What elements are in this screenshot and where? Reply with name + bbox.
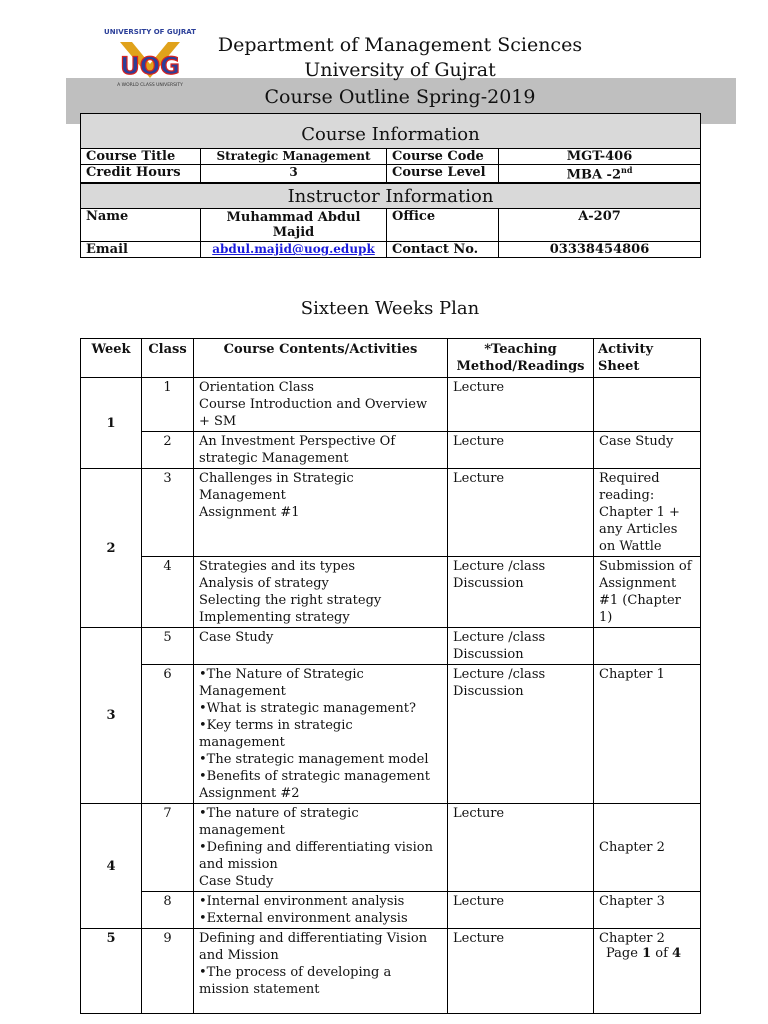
- class-cell: 2: [142, 432, 194, 469]
- table-row: [81, 432, 701, 469]
- course-title-value: Strategic Management: [201, 149, 387, 164]
- contact-label: Contact No.: [387, 242, 499, 257]
- instructor-info-heading: Instructor Information: [81, 183, 700, 209]
- course-level-value: MBA -2nd: [566, 165, 633, 183]
- course-info-heading: Course Information: [81, 114, 700, 149]
- instructor-name-row: [81, 209, 700, 242]
- table-row: [81, 557, 701, 628]
- email-row: [81, 242, 700, 257]
- contents-cell: Challenges in Strategic Management Assignment #1: [194, 469, 448, 557]
- page-number: Page 1 of 4: [606, 946, 682, 961]
- teaching-cell: Lecture: [448, 378, 594, 432]
- contents-cell: Orientation Class Course Introduction and Overview + SM: [194, 378, 448, 432]
- course-code-label: Course Code: [387, 149, 499, 164]
- activity-cell: Chapter 1: [594, 665, 701, 804]
- name-value: Muhammad Abdul Majid: [201, 209, 387, 241]
- class-cell: 3: [142, 469, 194, 557]
- plan-title: Sixteen Weeks Plan: [300, 298, 480, 319]
- activity-cell: [594, 378, 701, 432]
- teaching-cell: Lecture: [448, 929, 594, 1014]
- contents-cell: •The nature of strategic management •Defining and differentiating vision and mission Case Study: [194, 804, 448, 892]
- activity-cell: Chapter 2: [594, 929, 701, 1014]
- email-link[interactable]: abdul.majid@uog.edupk: [212, 242, 375, 257]
- credit-hours-label: Credit Hours: [81, 165, 201, 182]
- university-title: University of Gujrat: [304, 59, 496, 81]
- course-title-label: Course Title: [81, 149, 201, 164]
- activity-cell: Submission of Assignment #1 (Chapter 1): [594, 557, 701, 628]
- contents-cell: •Internal environment analysis •External environment analysis: [194, 892, 448, 929]
- activity-header: Activity Sheet: [594, 339, 701, 378]
- email-label: Email: [81, 242, 201, 257]
- activity-cell: Case Study: [594, 432, 701, 469]
- teaching-cell: Lecture /class Discussion: [448, 628, 594, 665]
- table-row: [81, 804, 701, 892]
- class-cell: 8: [142, 892, 194, 929]
- table-row: [81, 469, 701, 557]
- table-row: [81, 892, 701, 929]
- table-row: [81, 929, 701, 1014]
- logo-letters: UOG: [120, 52, 180, 80]
- course-outline-title: Course Outline Spring-2019: [264, 86, 536, 108]
- contents-cell: Strategies and its types Analysis of strategy Selecting the right strategy Implementing strategy: [194, 557, 448, 628]
- week-cell: 2: [81, 469, 142, 628]
- table-row: [81, 665, 701, 804]
- contents-header: Course Contents/Activities: [194, 339, 448, 378]
- class-cell: 9: [142, 929, 194, 1014]
- department-title: Department of Management Sciences: [217, 34, 583, 56]
- office-label: Office: [387, 209, 499, 241]
- teaching-cell: Lecture /class Discussion: [448, 557, 594, 628]
- teaching-cell: Lecture: [448, 892, 594, 929]
- credit-hours-row: [81, 165, 700, 183]
- logo-bottom-text: A WORLD CLASS UNIVERSITY: [117, 83, 183, 88]
- plan-header-row: [81, 339, 701, 378]
- table-row: [81, 378, 701, 432]
- week-cell: 3: [81, 628, 142, 804]
- contents-cell: Case Study: [194, 628, 448, 665]
- week-header: Week: [81, 339, 142, 378]
- contact-value: 03338454806: [549, 242, 650, 258]
- office-value: A-207: [578, 209, 621, 225]
- weekly-plan-table: [80, 338, 701, 1014]
- teaching-cell: Lecture /class Discussion: [448, 665, 594, 804]
- teaching-cell: Lecture: [448, 804, 594, 892]
- week-cell: 1: [81, 378, 142, 469]
- class-cell: 4: [142, 557, 194, 628]
- contents-cell: An Investment Perspective Of strategic Management: [194, 432, 448, 469]
- activity-cell: Chapter 3: [594, 892, 701, 929]
- class-cell: 7: [142, 804, 194, 892]
- contents-cell: •The Nature of Strategic Management •What is strategic management? •Key terms in strategic management •The strategic management model •Benefits of strategic management Assignment #2: [194, 665, 448, 804]
- course-title-row: [81, 149, 700, 165]
- logo-top-text: UNIVERSITY OF GUJRAT: [104, 28, 196, 36]
- email-cell: [201, 242, 387, 257]
- class-cell: 5: [142, 628, 194, 665]
- table-row: [81, 628, 701, 665]
- week-cell: 4: [81, 804, 142, 929]
- credit-hours-value: 3: [201, 165, 387, 182]
- name-label: Name: [81, 209, 201, 241]
- class-cell: 1: [142, 378, 194, 432]
- course-info-table: [80, 113, 701, 258]
- class-cell: 6: [142, 665, 194, 804]
- activity-cell: [594, 628, 701, 665]
- teaching-cell: Lecture: [448, 469, 594, 557]
- course-level-label: Course Level: [387, 165, 499, 182]
- activity-cell: Chapter 2: [594, 804, 701, 892]
- week-cell: 5: [81, 929, 142, 1014]
- activity-cell: Required reading: Chapter 1 + any Articles on Wattle: [594, 469, 701, 557]
- teaching-cell: Lecture: [448, 432, 594, 469]
- teaching-header: *Teaching Method/Readings: [448, 339, 594, 378]
- contents-cell: Defining and differentiating Vision and Mission •The process of developing a mission statement: [194, 929, 448, 1014]
- class-header: Class: [142, 339, 194, 378]
- course-code-value: MGT-406: [566, 149, 633, 164]
